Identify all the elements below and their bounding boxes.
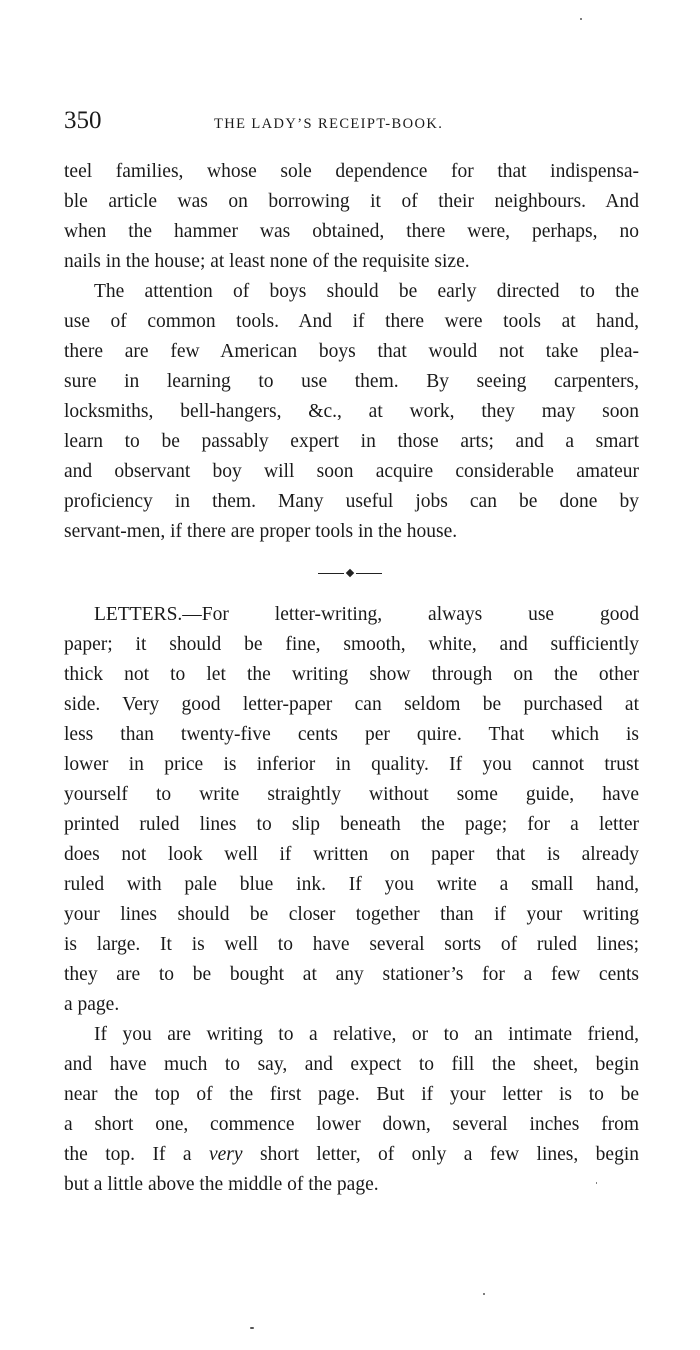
text-line: The attention of boys should be early directed to the bbox=[94, 281, 639, 302]
text-line: ble article was on borrowing it of their neighbours. And bbox=[64, 191, 639, 212]
text-segment: short letter, of only a few lines, begin bbox=[242, 1144, 639, 1165]
text-segment: the top. If a bbox=[64, 1144, 209, 1165]
text-line: is large. It is well to have several sorts of ruled lines; bbox=[64, 934, 639, 955]
text-line: they are to be bought at any stationer’s for a few cents bbox=[64, 964, 639, 985]
paragraph-block-letters bbox=[64, 600, 639, 1200]
text-line: when the hammer was obtained, there were, perhaps, no bbox=[64, 221, 639, 242]
diamond-ornament-icon bbox=[346, 569, 354, 577]
text-line: side. Very good letter-paper can seldom be purchased at bbox=[64, 694, 639, 715]
page-number: 350 bbox=[64, 107, 102, 134]
running-head: THE LADY’S RECEIPT-BOOK. bbox=[214, 116, 444, 132]
text-line: lower in price is inferior in quality. If you cannot trust bbox=[64, 754, 639, 775]
section-divider bbox=[318, 566, 382, 580]
text-line: and observant boy will soon acquire considerable amateur bbox=[64, 461, 639, 482]
text-line: there are few American boys that would not take plea- bbox=[64, 341, 639, 362]
text-line: thick not to let the writing show through on the other bbox=[64, 664, 639, 685]
paper-speck bbox=[596, 1182, 597, 1184]
text-line: use of common tools. And if there were tools at hand, bbox=[64, 311, 639, 332]
text-line: paper; it should be fine, smooth, white, and sufficiently bbox=[64, 634, 639, 655]
section-heading: LETTERS. bbox=[94, 604, 183, 625]
paper-speck bbox=[250, 1327, 254, 1329]
text-line: ruled with pale blue ink. If you write a small hand, bbox=[64, 874, 639, 895]
text-line: but a little above the middle of the page. bbox=[64, 1174, 379, 1195]
text-line: proficiency in them. Many useful jobs can be done by bbox=[64, 491, 639, 512]
text-line: yourself to write straightly without some guide, have bbox=[64, 784, 639, 805]
text-line: If you are writing to a relative, or to an intimate friend, bbox=[94, 1024, 639, 1045]
italic-emphasis: very bbox=[209, 1144, 243, 1165]
divider-rule bbox=[318, 573, 344, 574]
page-header bbox=[64, 106, 644, 140]
text-line-content: —For letter-writing, always use good bbox=[182, 604, 639, 625]
text-line: a short one, commence lower down, several inches from bbox=[64, 1114, 639, 1135]
text-line: near the top of the first page. But if your letter is to be bbox=[64, 1084, 639, 1105]
text-line: nails in the house; at least none of the requisite size. bbox=[64, 251, 470, 272]
paper-speck bbox=[580, 18, 582, 20]
text-line: learn to be passably expert in those arts; and a smart bbox=[64, 431, 639, 452]
text-line: a page. bbox=[64, 994, 120, 1015]
text-line: teel families, whose sole dependence for that indispensa- bbox=[64, 161, 639, 182]
text-line: and have much to say, and expect to fill the sheet, begin bbox=[64, 1054, 639, 1075]
text-line: your lines should be closer together than if your writing bbox=[64, 904, 639, 925]
text-line: servant-men, if there are proper tools in the house. bbox=[64, 521, 458, 542]
text-line: does not look well if written on paper that is already bbox=[64, 844, 639, 865]
paragraph-block-tools bbox=[64, 157, 639, 547]
text-line: less than twenty-five cents per quire. That which is bbox=[64, 724, 639, 745]
text-line: locksmiths, bell-hangers, &c., at work, they may soon bbox=[64, 401, 639, 422]
text-line bbox=[64, 600, 639, 630]
divider-rule bbox=[356, 573, 382, 574]
text-line bbox=[64, 1140, 639, 1170]
text-line: printed ruled lines to slip beneath the page; for a letter bbox=[64, 814, 639, 835]
text-line: sure in learning to use them. By seeing carpenters, bbox=[64, 371, 639, 392]
paper-speck bbox=[483, 1293, 485, 1295]
